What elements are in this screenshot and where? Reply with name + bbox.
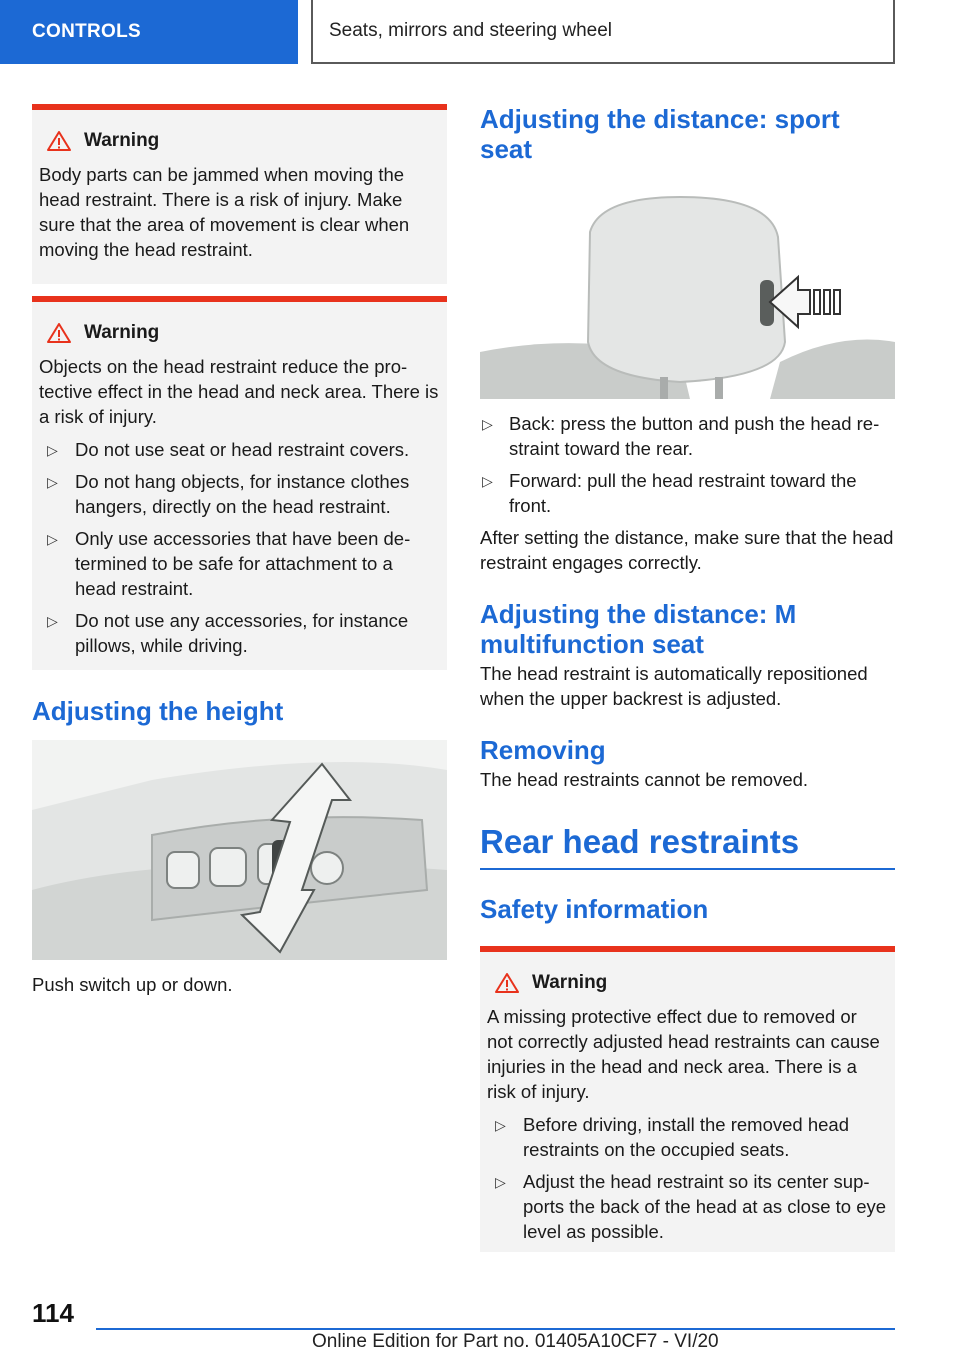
section-heading-safety: Safety information: [480, 894, 709, 924]
bullet-triangle-icon: ▷: [482, 473, 493, 489]
warning-triangle-icon: [494, 972, 520, 994]
bullet-triangle-icon: ▷: [495, 1117, 506, 1133]
chapter-title: Seats, mirrors and steering wheel: [329, 20, 613, 41]
sport-seat-note: After setting the distance, make sure that the head restraint engages correctly.: [480, 527, 894, 573]
warning-heading: Warning: [39, 322, 439, 344]
warning-box-jam: [32, 104, 447, 284]
seat-switch-illustration: [32, 740, 447, 960]
list-item: ▷ Do not hang objects, for instance clothes hangers, directly on the head restraint.: [47, 471, 410, 517]
list-item: ▷ Back: press the button and push the head restraint toward the rear.: [482, 413, 880, 459]
bullet-triangle-icon: ▷: [47, 442, 58, 458]
section-title: CONTROLS: [32, 21, 142, 42]
head-restraint-illustration: [480, 192, 895, 399]
section-heading-removing: Removing: [480, 735, 606, 765]
warning-heading: Warning: [487, 972, 887, 994]
section-heading-sport-seat: Adjusting the distance: sport seat: [480, 104, 840, 164]
bullet-triangle-icon: ▷: [47, 613, 58, 629]
warning-list: [487, 1112, 887, 1244]
left-column: [32, 104, 447, 997]
chapter-header: [311, 0, 895, 64]
warning-text: Objects on the head restraint reduce the protective effect in the head and neck area. There is a risk of injury.: [39, 356, 439, 427]
seat-switch-image: [32, 740, 447, 960]
bullet-triangle-icon: ▷: [47, 474, 58, 490]
height-caption: Push switch up or down.: [32, 974, 233, 995]
section-heading-m-seat: Adjusting the distance: M multifunction seat: [480, 599, 797, 659]
list-item: ▷ Only use accessories that have been determined to be safe for attachment to a head restraint.: [47, 528, 411, 599]
list-item: ▷ Adjust the head restraint so its center supports the back of the head at as close to eye level as possible.: [495, 1171, 887, 1242]
list-item: ▷ Do not use seat or head restraint covers.: [39, 437, 439, 462]
warning-list: [39, 437, 439, 658]
warning-triangle-icon: [46, 322, 72, 344]
right-column: [480, 104, 895, 1252]
list-item: ▷ Before driving, install the removed head restraints on the occupied seats.: [495, 1114, 849, 1160]
list-item: ▷ Forward: pull the head restraint toward the front.: [482, 470, 857, 516]
head-restraint-image: [480, 192, 895, 399]
warning-box-objects: [32, 296, 447, 670]
warning-box-rear: [480, 946, 895, 1252]
warning-heading: Warning: [39, 130, 439, 152]
bullet-triangle-icon: ▷: [495, 1174, 506, 1190]
list-item: ▷ Do not use any accessories, for instance pillows, while driving.: [47, 610, 409, 656]
chapter-heading-rear-head-restraints: Rear head restraints: [480, 822, 895, 870]
section-tab: [0, 0, 298, 64]
sport-seat-steps: [480, 411, 895, 518]
footer-divider: [96, 1328, 895, 1330]
bullet-triangle-icon: ▷: [47, 531, 58, 547]
edition-note: Online Edition for Part no. 01405A10CF7 - VI/20: [312, 1331, 719, 1352]
warning-text: Body parts can be jammed when moving the head restraint. There is a risk of injury. Make sure that the area of movement is clear when moving the head restraint.: [39, 164, 410, 260]
section-heading-height: Adjusting the height: [32, 696, 284, 726]
m-seat-text: The head restraint is automatically repositioned when the upper backrest is adjusted.: [480, 663, 868, 709]
removing-text: The head restraints cannot be removed.: [480, 769, 809, 790]
warning-triangle-icon: [46, 130, 72, 152]
warning-text: A missing protective effect due to removed or not correctly adjusted head restraints can cause injuries in the head and neck area. There is a risk of injury.: [487, 1006, 880, 1102]
bullet-triangle-icon: ▷: [482, 416, 493, 432]
page-number: 114: [32, 1298, 74, 1328]
